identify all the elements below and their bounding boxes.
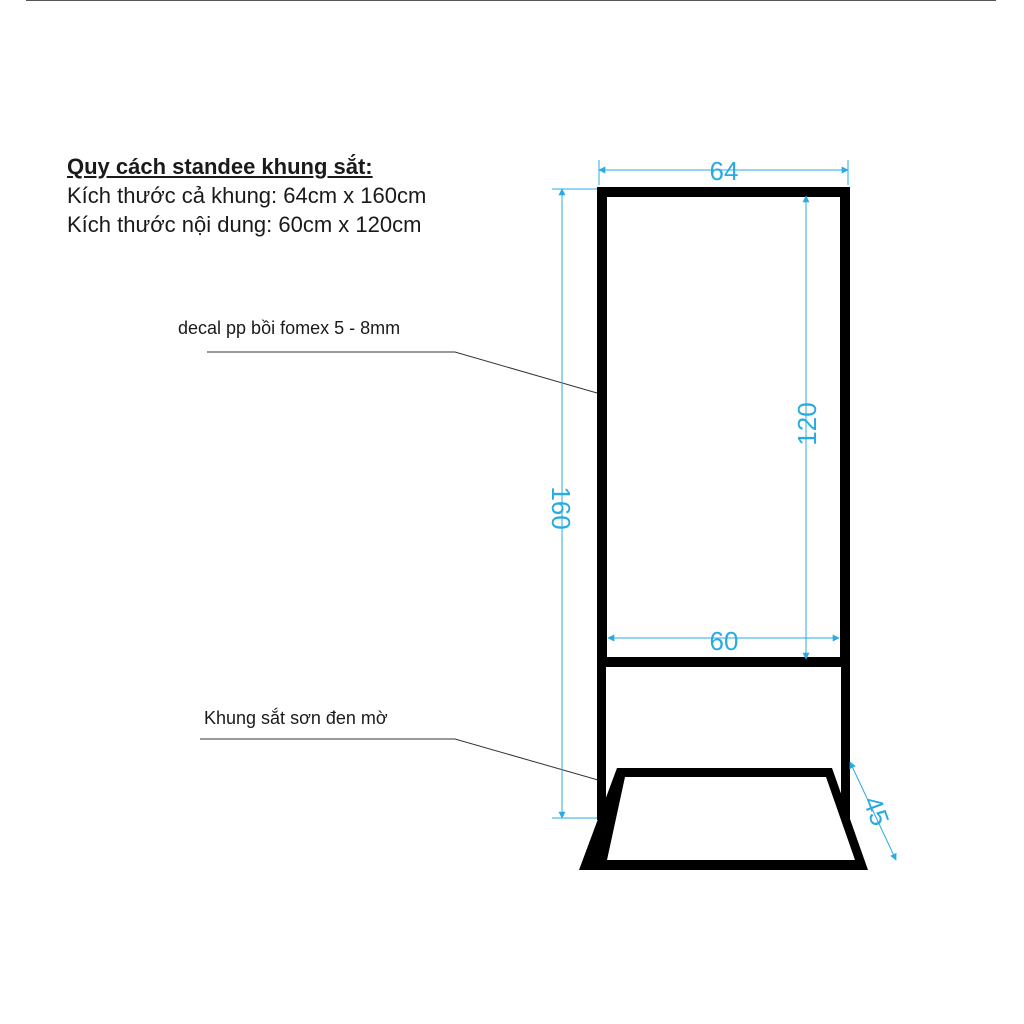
content-height-value: 120 xyxy=(792,402,822,446)
frame-width-value: 64 xyxy=(709,156,739,186)
content-size-text: Kích thước nội dung: 60cm x 120cm xyxy=(67,212,422,237)
frame-leader-line xyxy=(200,739,598,780)
frame-middle-bar xyxy=(597,658,850,667)
frame-base xyxy=(579,768,868,870)
frame-left-post xyxy=(597,187,606,820)
spec-title: Quy cách standee khung sắt: xyxy=(67,154,373,179)
frame-callout-label: Khung sắt sơn đen mờ xyxy=(204,708,388,728)
frame-right-post xyxy=(841,187,850,820)
frame-height-value: 160 xyxy=(546,486,576,530)
content-width-value: 60 xyxy=(709,626,739,656)
decal-leader-line xyxy=(207,352,597,393)
decal-callout-label: decal pp bồi fomex 5 - 8mm xyxy=(178,318,401,338)
base-depth-value: 45 xyxy=(857,792,896,830)
standee-frame xyxy=(597,187,850,820)
overall-size-text: Kích thước cả khung: 64cm x 160cm xyxy=(67,183,427,208)
frame-top-bar xyxy=(597,187,850,196)
